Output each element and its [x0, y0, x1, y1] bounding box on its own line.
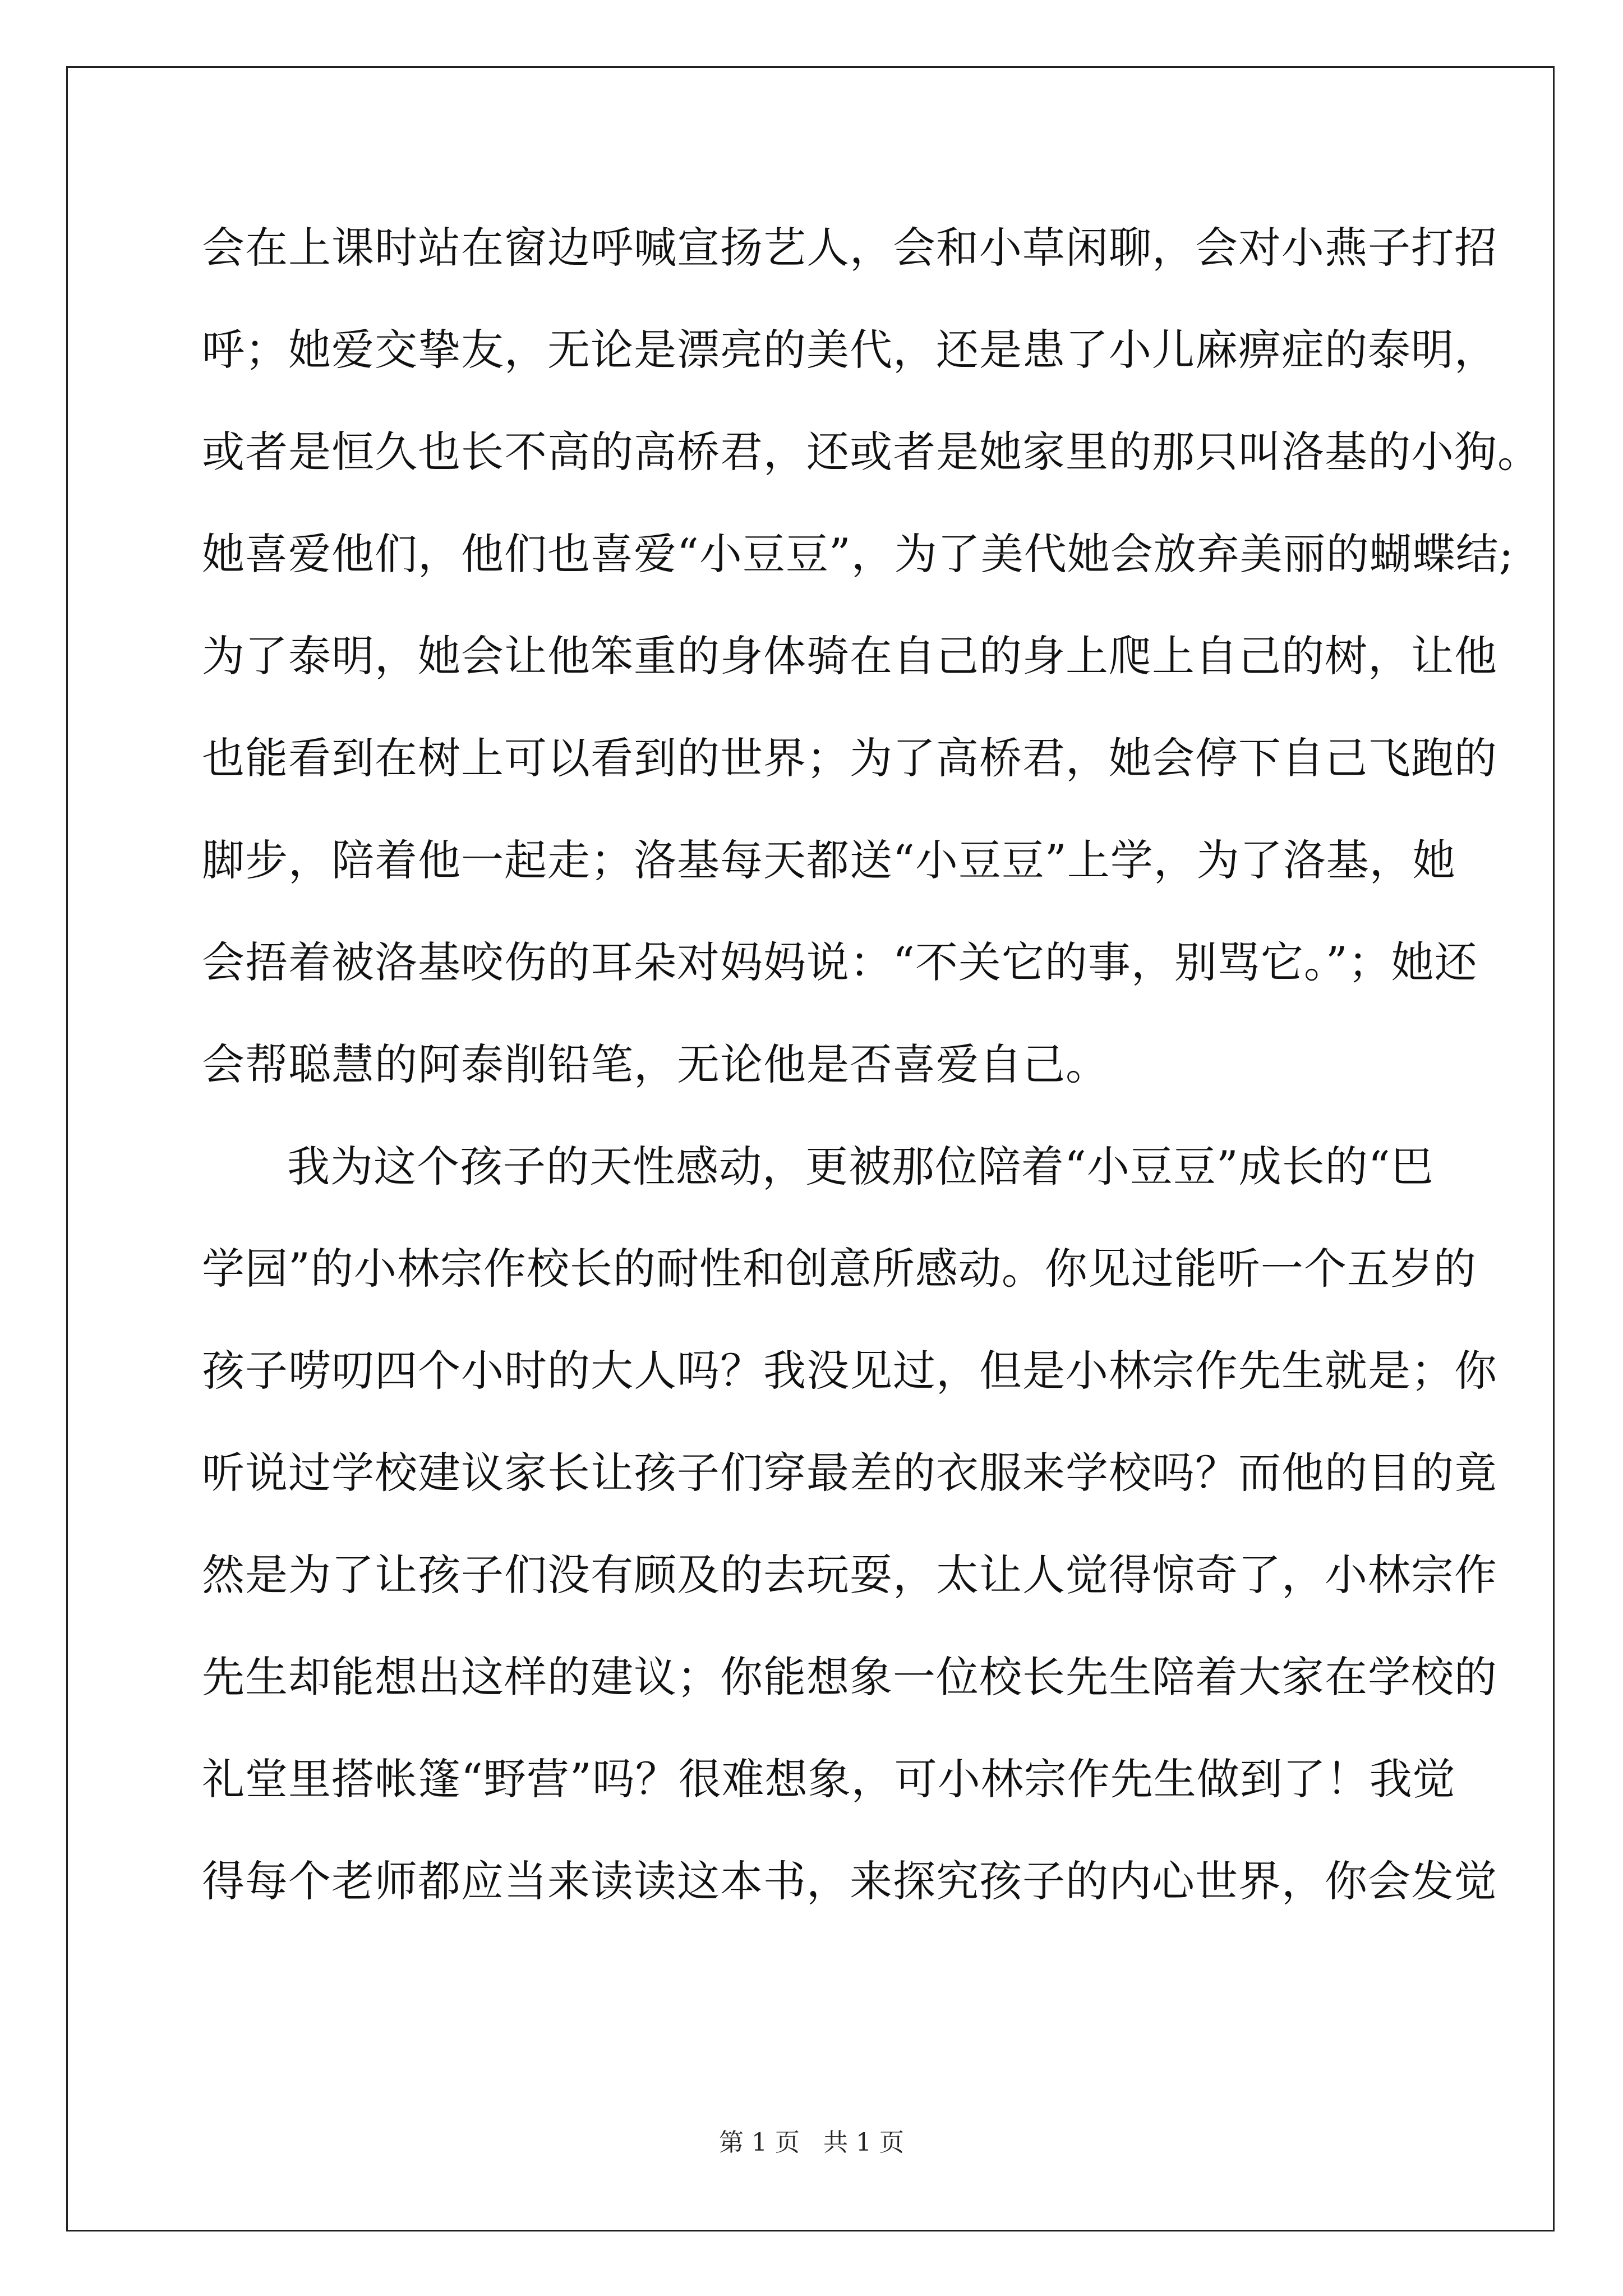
text-line: 会在上课时站在窗边呼喊宣扬艺人，会和小草闲聊，会对小燕子打招 — [202, 223, 1497, 273]
text-line: 会捂着被洛基咬伤的耳朵对妈妈说：“不关它的事，别骂它。”；她还 — [202, 937, 1478, 987]
text-line: 呼；她爱交挚友，无论是漂亮的美代，还是患了小儿麻痹症的泰明， — [202, 325, 1497, 375]
paragraph-start-line: 我为这个孩子的天性感动，更被那位陪着“小豆豆”成长的“巴 — [287, 1142, 1434, 1191]
text-line: 礼堂里搭帐篷“野营”吗？很难想象，可小林宗作先生做到了！我觉 — [202, 1754, 1456, 1804]
body-text — [202, 221, 1541, 1957]
page-number-footer: 第 1 页 共 1 页 — [719, 2128, 904, 2157]
text-line: 听说过学校建议家长让孩子们穿最差的衣服来学校吗？而他的目的竟 — [202, 1448, 1497, 1498]
text-line: 孩子唠叨四个小时的大人吗？我没见过，但是小林宗作先生就是；你 — [202, 1346, 1497, 1396]
text-line: 学园”的小林宗作校长的耐性和创意所感动。你见过能听一个五岁的 — [202, 1244, 1477, 1294]
text-line: 她喜爱他们，他们也喜爱“小豆豆”，为了美代她会放弃美丽的蝴蝶结; — [202, 529, 1514, 579]
text-line: 也能看到在树上可以看到的世界；为了高桥君，她会停下自己飞跑的 — [202, 733, 1497, 783]
text-line: 然是为了让孩子们没有顾及的去玩耍，太让人觉得惊奇了，小林宗作 — [202, 1550, 1497, 1600]
text-line: 会帮聪慧的阿泰削铅笔，无论他是否喜爱自己。 — [202, 1039, 1109, 1089]
text-line: 得每个老师都应当来读读这本书，来探究孩子的内心世界，你会发觉 — [202, 1856, 1497, 1906]
text-line: 先生却能想出这样的建议；你能想象一位校长先生陪着大家在学校的 — [202, 1652, 1497, 1702]
text-line: 脚步，陪着他一起走；洛基每天都送“小豆豆”上学，为了洛基，她 — [202, 835, 1456, 885]
text-line: 或者是恒久也长不高的高桥君，还或者是她家里的那只叫洛基的小狗。 — [202, 427, 1541, 477]
text-line: 为了泰明，她会让他笨重的身体骑在自己的身上爬上自己的树，让他 — [202, 631, 1497, 681]
